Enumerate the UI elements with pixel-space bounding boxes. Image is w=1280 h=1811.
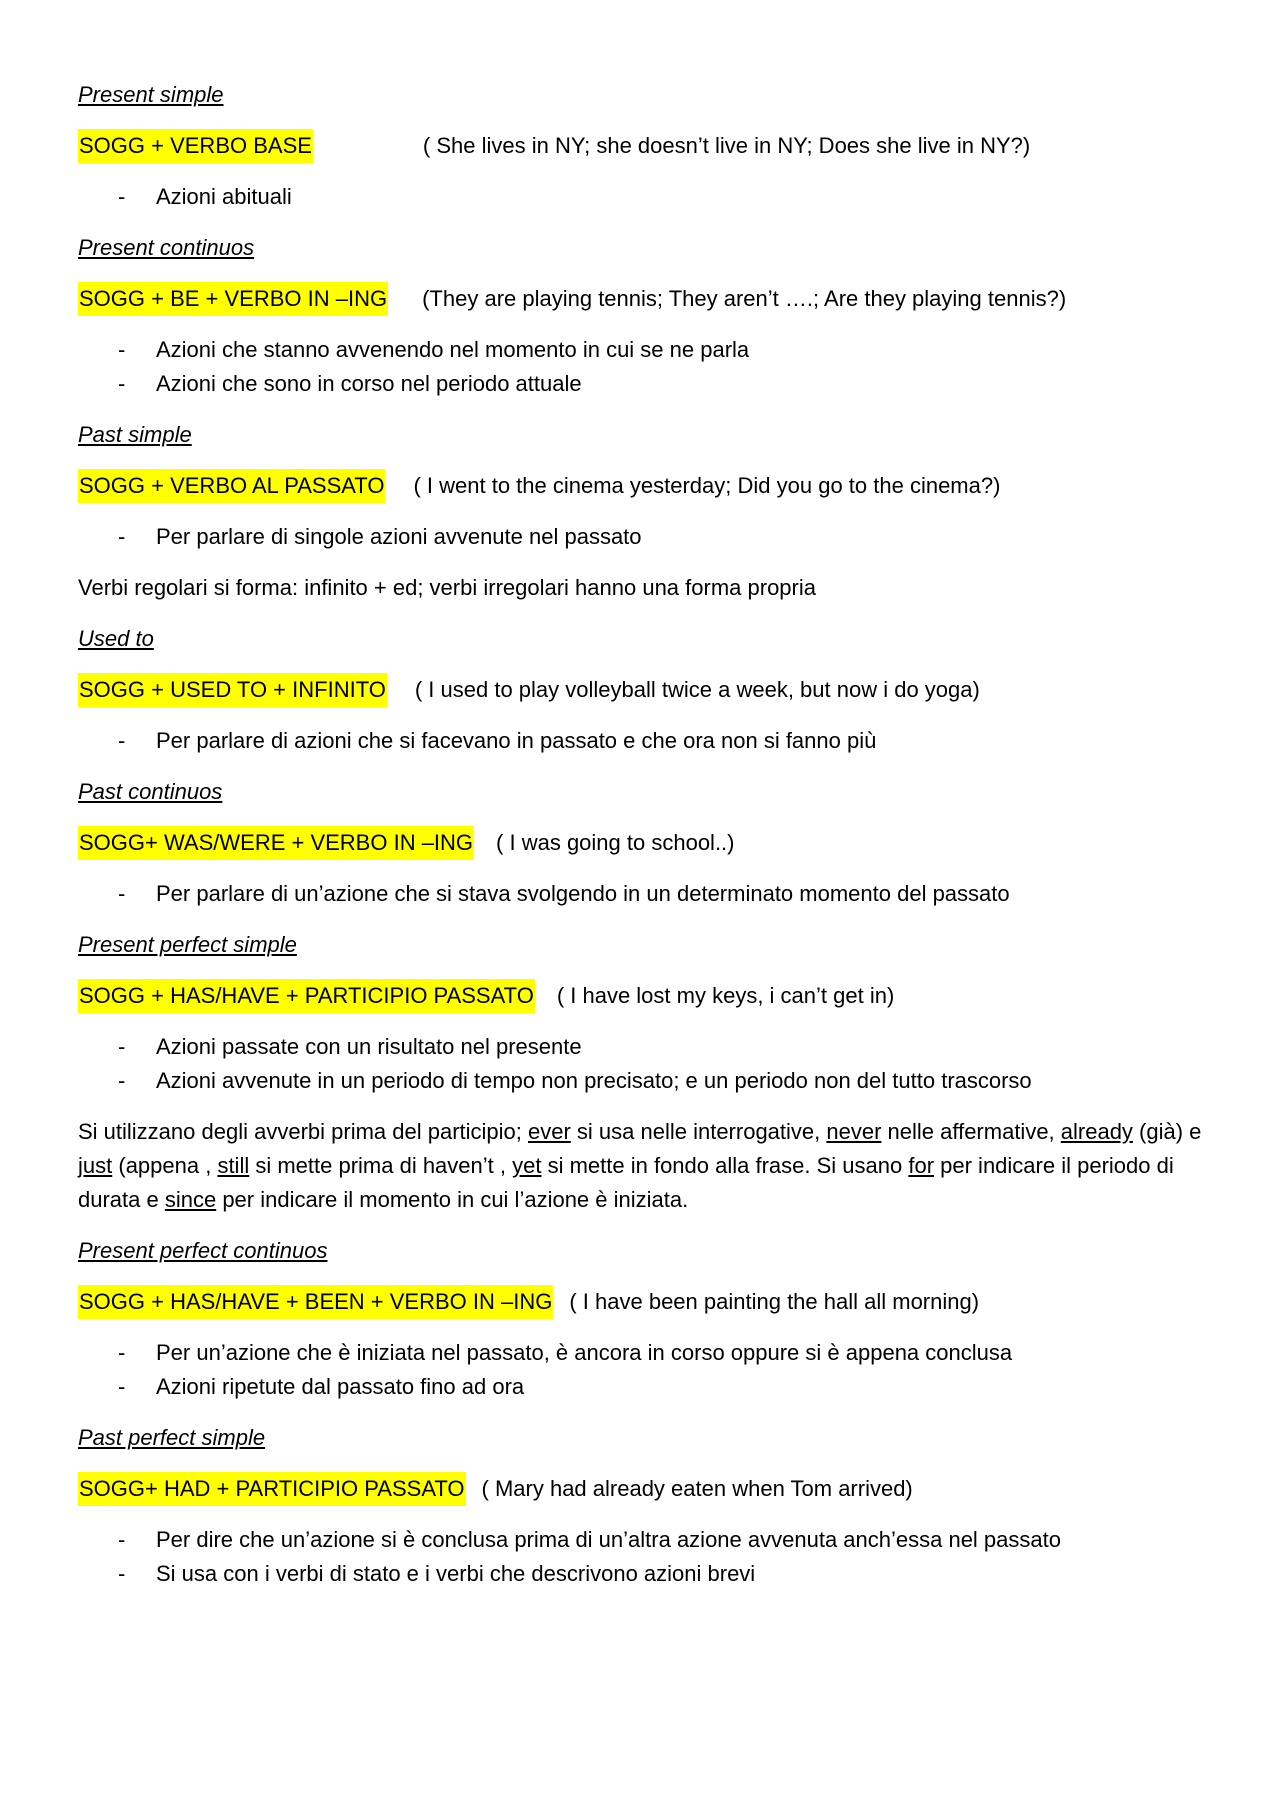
formula-line [78, 1285, 1218, 1319]
bullet-dash: - [118, 1561, 126, 1586]
bullet-dash: - [118, 337, 126, 362]
example-text: ( I went to the cinema yesterday; Did you go to the cinema?) [413, 473, 1001, 498]
keyword-for: for [908, 1153, 935, 1178]
bullet-list [78, 1523, 1218, 1591]
formula-line [78, 282, 1218, 316]
section-title: Present perfect continuos [78, 1238, 328, 1263]
keyword-ever: ever [528, 1119, 571, 1144]
keyword-already: already [1060, 1119, 1133, 1144]
bullet-dash: - [118, 1034, 126, 1059]
bullet-list [78, 877, 1218, 911]
list-item: - Azioni passate con un risultato nel presente [78, 1030, 1218, 1064]
bullet-dash: - [118, 1527, 126, 1552]
section-title: Used to [78, 626, 154, 651]
keyword-never: never [826, 1119, 882, 1144]
formula-highlight: SOGG + VERBO AL PASSATO [78, 469, 385, 503]
keyword-still: still [217, 1153, 250, 1178]
section-title: Present perfect simple [78, 932, 297, 957]
formula-highlight: SOGG + BE + VERBO IN –ING [78, 282, 388, 316]
section-title: Present continuos [78, 235, 255, 260]
bullet-list [78, 520, 1218, 554]
example-text: ( She lives in NY; she doesn’t live in NY; Does she live in NY?) [422, 133, 1031, 158]
bullet-list [78, 1030, 1218, 1098]
formula-line [78, 469, 1218, 503]
formula-highlight: SOGG + HAS/HAVE + PARTICIPIO PASSATO [78, 979, 535, 1013]
list-item: - Azioni ripetute dal passato fino ad ora [78, 1370, 1218, 1404]
list-item: - Per dire che un’azione si è conclusa prima di un’altra azione avvenuta anch’essa nel passato [78, 1523, 1218, 1557]
bullet-list [78, 724, 1218, 758]
list-item: - Per un’azione che è iniziata nel passato, è ancora in corso oppure si è appena conclusa [78, 1336, 1218, 1370]
formula-highlight: SOGG+ WAS/WERE + VERBO IN –ING [78, 826, 474, 860]
bullet-dash: - [118, 1374, 126, 1399]
example-text: ( I have been painting the hall all morning) [569, 1289, 980, 1314]
formula-highlight: SOGG + VERBO BASE [78, 129, 313, 163]
list-item: - Per parlare di singole azioni avvenute nel passato [78, 520, 1218, 554]
bullet-list [78, 180, 1218, 214]
formula-highlight: SOGG + USED TO + INFINITO [78, 673, 387, 707]
list-item: - Per parlare di un’azione che si stava svolgendo in un determinato momento del passato [78, 877, 1218, 911]
bullet-dash: - [118, 184, 126, 209]
keyword-yet: yet [512, 1153, 542, 1178]
example-text: ( Mary had already eaten when Tom arrived) [481, 1476, 913, 1501]
keyword-just: just [78, 1153, 113, 1178]
bullet-dash: - [118, 371, 126, 396]
list-item: - Azioni abituali [78, 180, 1218, 214]
section-title: Past simple [78, 422, 192, 447]
note-paragraph: Si utilizzano degli avverbi prima del participio; ever si usa nelle interrogative, never nelle affermative, already (già) e just (appena , still si mette prima di haven’t , yet si mette in fondo alla frase. Si usano for per indicare il periodo di durata e since per indicare il momento in cui l’azione è iniziata. [78, 1119, 1202, 1212]
formula-highlight: SOGG + HAS/HAVE + BEEN + VERBO IN –ING [78, 1285, 553, 1319]
example-text: ( I have lost my keys, i can’t get in) [556, 983, 895, 1008]
section-title: Present simple [78, 82, 224, 107]
keyword-since: since [164, 1187, 217, 1212]
formula-line [78, 673, 1218, 707]
example-text: ( I used to play volleyball twice a week, but now i do yoga) [414, 677, 980, 702]
formula-line [78, 1472, 1218, 1506]
formula-line [78, 129, 1218, 163]
list-item: - Si usa con i verbi di stato e i verbi che descrivono azioni brevi [78, 1557, 1218, 1591]
bullet-dash: - [118, 881, 126, 906]
formula-line [78, 979, 1218, 1013]
bullet-list [78, 333, 1218, 401]
formula-line [78, 826, 1218, 860]
bullet-dash: - [118, 728, 126, 753]
note-text: Verbi regolari si forma: infinito + ed; verbi irregolari hanno una forma propria [78, 575, 816, 600]
document-body [78, 78, 1218, 1591]
bullet-dash: - [118, 1068, 126, 1093]
bullet-dash: - [118, 1340, 126, 1365]
list-item: - Azioni avvenute in un periodo di tempo non precisato; e un periodo non del tutto trascorso [78, 1064, 1218, 1098]
bullet-list [78, 1336, 1218, 1404]
section-title: Past perfect simple [78, 1425, 266, 1450]
bullet-dash: - [118, 524, 126, 549]
formula-highlight: SOGG+ HAD + PARTICIPIO PASSATO [78, 1472, 466, 1506]
list-item: - Azioni che stanno avvenendo nel momento in cui se ne parla [78, 333, 1218, 367]
section-title: Past continuos [78, 779, 223, 804]
list-item: - Azioni che sono in corso nel periodo attuale [78, 367, 1218, 401]
example-text: (They are playing tennis; They aren’t ….; Are they playing tennis?) [422, 286, 1067, 311]
example-text: ( I was going to school..) [496, 830, 735, 855]
list-item: - Per parlare di azioni che si facevano in passato e che ora non si fanno più [78, 724, 1218, 758]
